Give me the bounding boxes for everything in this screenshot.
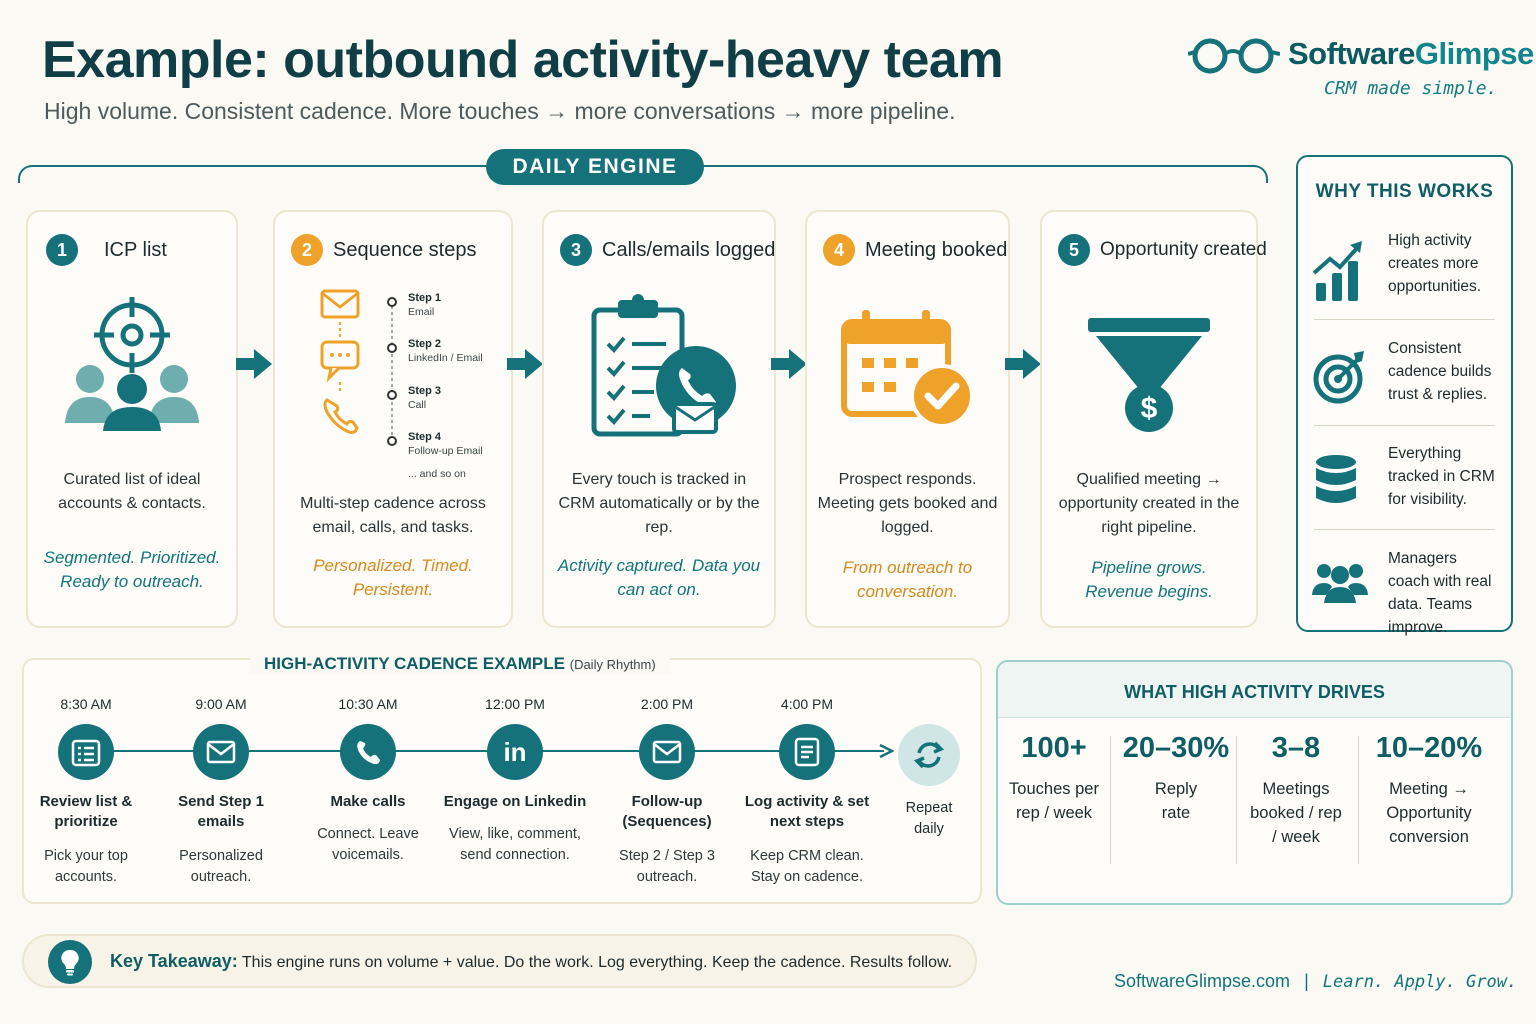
- cadence-time: 10:30 AM: [338, 696, 398, 712]
- brand-name: SoftwareGlimpse: [1288, 36, 1534, 71]
- cadence-action: Engage on Linkedin: [443, 793, 587, 810]
- cadence-action: Make calls: [330, 793, 406, 810]
- log-icon: [779, 724, 835, 780]
- brand-tagline: CRM made simple.: [1324, 78, 1498, 99]
- page-title: Example: outbound activity-heavy team: [42, 31, 1004, 89]
- step-tagline: From outreach to conversation.: [842, 558, 973, 601]
- engine-label: DAILY ENGINE: [486, 149, 704, 185]
- sequence-step-1: Step 1 Email: [408, 292, 442, 318]
- step-description: Every touch is tracked in CRM automatically or by the rep.: [558, 471, 760, 536]
- metrics-title: WHAT HIGH ACTIVITY DRIVES: [998, 662, 1511, 718]
- why-item: [1312, 547, 1497, 637]
- step-card-meeting-booked: [805, 210, 1010, 628]
- glasses-icon: [1188, 36, 1280, 76]
- lightbulb-icon: [48, 940, 92, 984]
- metric-label: Touches per rep / week: [1009, 780, 1099, 822]
- phone-icon: [340, 724, 396, 780]
- cadence-time: 12:00 PM: [485, 696, 545, 712]
- metrics-panel: [996, 660, 1513, 905]
- cadence-action: Send Step 1 emails: [178, 793, 264, 830]
- divider: [1314, 425, 1495, 426]
- target-arrow-icon: [1312, 347, 1368, 407]
- email-icon: [193, 724, 249, 780]
- why-item-text: Consistent cadence builds trust & replies.: [1388, 340, 1492, 403]
- step-description: Prospect responds. Meeting gets booked and logged.: [817, 471, 998, 536]
- divider: [1110, 736, 1111, 864]
- step-number: 1: [46, 234, 78, 266]
- cadence-time: 9:00 AM: [195, 696, 247, 712]
- refresh-icon: [898, 724, 960, 786]
- metric: [1244, 732, 1348, 849]
- step-card-icp-list: [26, 210, 238, 628]
- step-title: Opportunity created: [1100, 239, 1267, 260]
- metric-value: 10–20%: [1375, 732, 1483, 764]
- growth-chart-icon: [1312, 239, 1368, 303]
- why-item: [1312, 229, 1497, 319]
- arrow-right-icon: [507, 346, 543, 382]
- repeat-label: Repeat daily: [905, 800, 953, 837]
- list-icon: [58, 724, 114, 780]
- cadence-detail: View, like, comment, send connection.: [449, 826, 581, 863]
- takeaway-text: Key Takeaway: This engine runs on volume + value. Do the work. Log everything. Keep the cadence. Results follow.: [110, 951, 953, 971]
- why-item-text: Managers coach with real data. Teams improve.: [1388, 550, 1492, 636]
- target-people-icon: [28, 282, 236, 462]
- step-description: Curated list of ideal accounts & contacts.: [58, 471, 206, 512]
- arrow-right-icon: [1005, 346, 1041, 382]
- footer-motto: Learn. Apply. Grow.: [1322, 972, 1518, 992]
- why-item-text: High activity creates more opportunities.: [1388, 232, 1482, 295]
- step-tagline: Personalized. Timed. Persistent.: [313, 556, 473, 599]
- cadence-detail: Connect. Leave voicemails.: [317, 826, 419, 863]
- step-tagline: Pipeline grows. Revenue begins.: [1085, 558, 1213, 601]
- metric-label: Meetings booked / rep / week: [1250, 780, 1342, 846]
- metric: [1116, 732, 1236, 825]
- step-title: Calls/emails logged: [602, 238, 776, 261]
- funnel-dollar-icon: [1042, 282, 1256, 462]
- cadence-time: 8:30 AM: [60, 696, 112, 712]
- database-icon: [1312, 452, 1362, 512]
- why-item: [1312, 337, 1497, 427]
- why-this-works-panel: [1296, 155, 1513, 636]
- why-item: [1312, 442, 1497, 532]
- step-card-sequence-steps: [273, 210, 513, 628]
- metric-label: Reply rate: [1154, 780, 1198, 822]
- linkedin-icon: in: [487, 724, 543, 780]
- sequence-more: ... and so on: [408, 468, 466, 480]
- cadence-action: Review list & prioritize: [39, 793, 133, 830]
- step-description: Multi-step cadence across email, calls, and tasks.: [300, 495, 486, 536]
- cadence-detail: Step 2 / Step 3 outreach.: [619, 848, 715, 885]
- team-icon: [1312, 557, 1368, 607]
- key-takeaway: [22, 934, 977, 988]
- divider: [1236, 736, 1237, 864]
- arrow-right-icon: [236, 346, 272, 382]
- metric: [1364, 732, 1494, 849]
- step-number: 2: [291, 234, 323, 266]
- why-item-text: Everything tracked in CRM for visibility.: [1388, 445, 1495, 508]
- footer: SoftwareGlimpse.com | Learn. Apply. Grow.: [1114, 971, 1518, 992]
- sequence-step-3: Step 3 Call: [408, 385, 442, 411]
- step-tagline: Activity captured. Data you can act on.: [557, 556, 761, 599]
- sequence-timeline: [385, 294, 399, 454]
- clipboard-phone-icon: [544, 282, 774, 462]
- step-title: Sequence steps: [333, 238, 477, 261]
- svg-text:$: $: [1140, 392, 1158, 425]
- metric-label: Meeting → Opportunity conversion: [1386, 780, 1472, 846]
- cadence-detail: Keep CRM clean. Stay on cadence.: [750, 848, 864, 885]
- calendar-check-icon: [807, 282, 1008, 462]
- step-description: Qualified meeting → opportunity created in the right pipeline.: [1058, 471, 1240, 536]
- cadence-panel: [22, 654, 982, 904]
- footer-site-link[interactable]: SoftwareGlimpse.com: [1114, 971, 1291, 991]
- step-card-calls-emails-logged: [542, 210, 776, 628]
- cadence-action: Follow-up (Sequences): [622, 793, 712, 830]
- email-icon: [639, 724, 695, 780]
- step-tagline: Segmented. Prioritized. Ready to outreach.: [43, 548, 221, 591]
- page-subtitle: High volume. Consistent cadence. More touches → more conversations → more pipeline.: [44, 98, 956, 124]
- cadence-detail: Pick your top accounts.: [44, 848, 128, 885]
- divider: [1358, 736, 1359, 864]
- cadence-detail: Personalized outreach.: [179, 848, 263, 885]
- step-card-opportunity-created: [1040, 210, 1267, 628]
- divider: [1314, 319, 1495, 320]
- metric: [1004, 732, 1104, 825]
- divider: [1314, 529, 1495, 530]
- arrow-right-icon: [771, 346, 807, 382]
- arrow-right-icon: [878, 743, 894, 759]
- metric-value: 3–8: [1271, 732, 1321, 764]
- sequence-step-4: Step 4 Follow-up Email: [408, 431, 483, 457]
- sequence-step-2: Step 2 LinkedIn / Email: [408, 338, 483, 364]
- cadence-time: 2:00 PM: [640, 696, 694, 712]
- cadence-title: HIGH-ACTIVITY CADENCE EXAMPLE (Daily Rhythm): [250, 654, 670, 674]
- step-number: 5: [1058, 234, 1090, 266]
- brand-logo[interactable]: [1188, 32, 1534, 102]
- metric-value: 20–30%: [1122, 732, 1230, 764]
- metric-value: 100+: [1021, 732, 1087, 764]
- step-title: Meeting booked: [865, 238, 1008, 261]
- cadence-time: 4:00 PM: [780, 696, 834, 712]
- step-number: 3: [560, 234, 592, 266]
- cadence-action: Log activity & set next steps: [744, 793, 870, 830]
- step-title: ICP list: [104, 238, 167, 261]
- repeat-daily: [894, 724, 964, 840]
- step-number: 4: [823, 234, 855, 266]
- sequence-channel-icons: [319, 288, 363, 438]
- why-title: WHY THIS WORKS: [1315, 181, 1494, 202]
